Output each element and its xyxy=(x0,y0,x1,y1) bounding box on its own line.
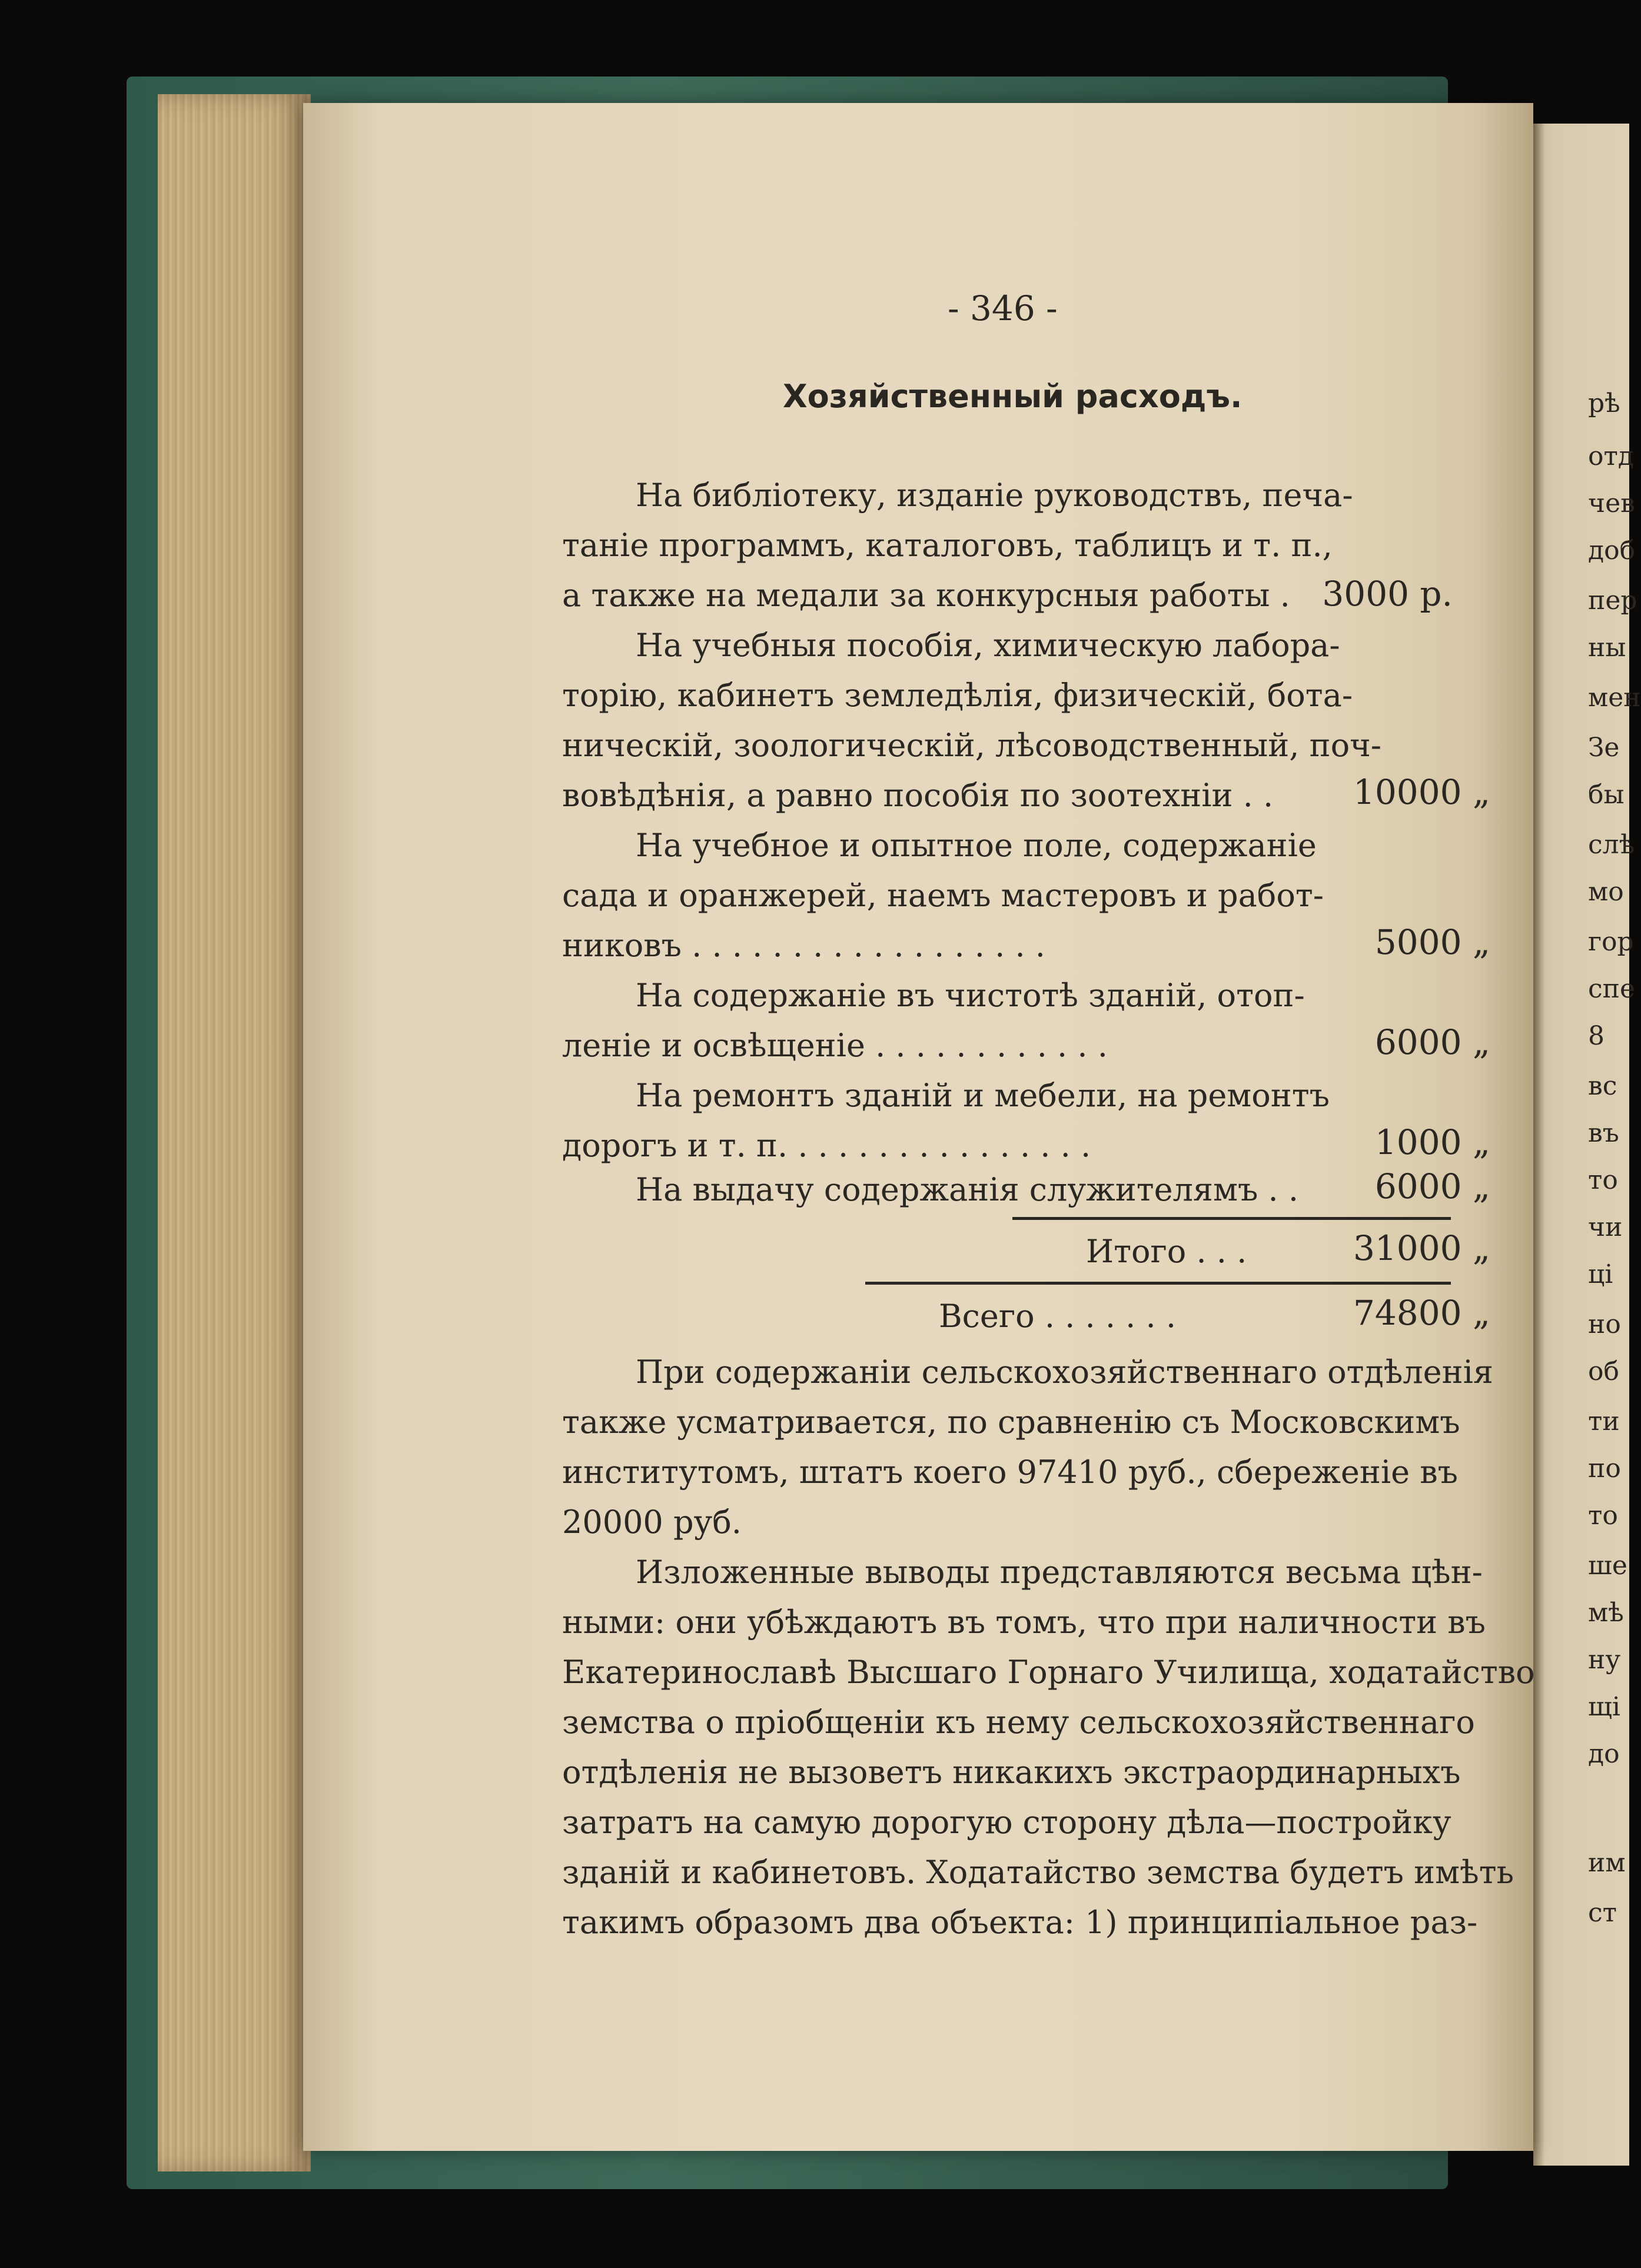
item-amount: 6000 „ xyxy=(1374,1022,1490,1062)
item-amount: 1000 „ xyxy=(1374,1122,1490,1162)
paragraph-line: земства о пріобщеніи къ нему сельскохозяйственнаго xyxy=(562,1704,1475,1741)
next-page-fragment: им xyxy=(1588,1848,1626,1878)
next-page-fragment: то xyxy=(1588,1501,1618,1531)
paragraph-line: ными: они убѣждаютъ въ томъ, что при наличности въ xyxy=(562,1604,1486,1641)
subtotal-label: Итого . . . xyxy=(1086,1233,1247,1270)
next-page-fragment: ну xyxy=(1588,1645,1621,1675)
item-line: торію, кабинетъ земледѣлія, физическій, бота- xyxy=(562,677,1353,714)
next-page-fragment: ше xyxy=(1588,1551,1627,1581)
total-rule xyxy=(865,1282,1451,1285)
next-page-fragment: чи xyxy=(1588,1212,1623,1242)
next-page-fragment: ти xyxy=(1588,1406,1620,1436)
next-page-fragment: до xyxy=(1588,1739,1620,1769)
next-page-fragment: мѣ xyxy=(1588,1598,1624,1628)
item-line: таніе программъ, каталоговъ, таблицъ и т. п., xyxy=(562,527,1333,564)
next-page-fragment: доб xyxy=(1588,536,1636,566)
next-page-fragment: щі xyxy=(1588,1692,1620,1722)
next-page-fragment: мен xyxy=(1588,683,1641,713)
next-page-fragment: въ xyxy=(1588,1118,1619,1148)
item-amount: 3000 р. xyxy=(1322,574,1453,614)
item-line: а также на медали за конкурсныя работы . xyxy=(562,577,1290,614)
next-page-fragment: бы xyxy=(1588,780,1625,810)
next-page-fragment: отд xyxy=(1588,441,1634,471)
item-line: На содержаніе въ чистотѣ зданій, отоп- xyxy=(636,977,1305,1014)
item-line: На учебныя пособія, химическую лабора- xyxy=(636,627,1340,664)
paragraph-line: институтомъ, штатъ коего 97410 руб., сбереженіе въ xyxy=(562,1454,1458,1491)
item-line: вовѣдѣнія, а равно пособія по зоотехніи . . xyxy=(562,777,1274,814)
next-page-fragment: ны xyxy=(1588,633,1626,663)
item-line: На библіотеку, изданіе руководствъ, печа- xyxy=(636,477,1353,514)
next-page-fragment: об xyxy=(1588,1356,1619,1386)
total-amount: 74800 „ xyxy=(1353,1293,1490,1333)
next-page-fragment: ст xyxy=(1588,1898,1617,1928)
next-page-fragment: мо xyxy=(1588,877,1624,907)
subtotal-rule xyxy=(1012,1217,1451,1220)
paragraph-line: зданій и кабинетовъ. Ходатайство земства будетъ имѣть xyxy=(562,1854,1514,1891)
next-page-fragment: то xyxy=(1588,1165,1618,1195)
item-line: леніе и освѣщеніе . . . . . . . . . . . . xyxy=(562,1027,1108,1064)
paragraph-line: такимъ образомъ два объекта: 1) принципіальное раз- xyxy=(562,1904,1478,1941)
item-line: ническій, зоологическій, лѣсоводственный, поч- xyxy=(562,727,1382,764)
subtotal-amount: 31000 „ xyxy=(1353,1228,1490,1268)
next-page-fragment: но xyxy=(1588,1309,1621,1339)
next-page-fragment: Зе xyxy=(1588,733,1620,763)
next-page-fragment: рѣ xyxy=(1588,388,1620,418)
item-amount: 10000 „ xyxy=(1353,772,1490,812)
item-amount: 5000 „ xyxy=(1374,922,1490,962)
paragraph-line: отдѣленія не вызоветъ никакихъ экстраординарныхъ xyxy=(562,1754,1461,1791)
next-page-fragment: пер xyxy=(1588,586,1637,616)
paragraph-line: затратъ на самую дорогую сторону дѣла—постройку xyxy=(562,1804,1451,1841)
item-line: На учебное и опытное поле, содержаніе xyxy=(636,827,1317,864)
next-page-fragment: 8 xyxy=(1588,1021,1605,1051)
paragraph-line: 20000 руб. xyxy=(562,1504,742,1541)
item-line: никовъ . . . . . . . . . . . . . . . . . . xyxy=(562,927,1045,964)
page-number: - 346 - xyxy=(948,288,1058,328)
item-line: На выдачу содержанія служителямъ . . xyxy=(636,1171,1299,1208)
next-page-fragment: чев xyxy=(1588,488,1635,518)
paragraph-line: Изложенные выводы представляются весьма цѣн- xyxy=(636,1554,1483,1591)
section-heading: Хозяйственный расходъ. xyxy=(783,378,1243,415)
paragraph-line: также усматривается, по сравненію съ Московскимъ xyxy=(562,1404,1460,1441)
item-line: дорогъ и т. п. . . . . . . . . . . . . . . . xyxy=(562,1127,1091,1164)
paragraph-line: При содержаніи сельскохозяйственнаго отдѣленія xyxy=(636,1354,1493,1391)
next-page-fragment: по xyxy=(1588,1454,1621,1484)
next-page-fragment: ці xyxy=(1588,1259,1613,1289)
next-page-fragment: гор xyxy=(1588,927,1634,957)
next-page-fragment: слѣ xyxy=(1588,830,1635,860)
total-label: Всего . . . . . . . xyxy=(939,1298,1176,1335)
item-amount: 6000 „ xyxy=(1374,1166,1490,1206)
item-line: На ремонтъ зданій и мебели, на ремонтъ xyxy=(636,1077,1330,1114)
next-page-fragment: вс xyxy=(1588,1071,1617,1101)
paragraph-line: Екатеринославѣ Высшаго Горнаго Училища, ходатайство xyxy=(562,1654,1535,1691)
next-page-fragment: спе xyxy=(1588,974,1636,1004)
page-edges xyxy=(158,94,311,2171)
item-line: сада и оранжерей, наемъ мастеровъ и работ- xyxy=(562,877,1324,914)
